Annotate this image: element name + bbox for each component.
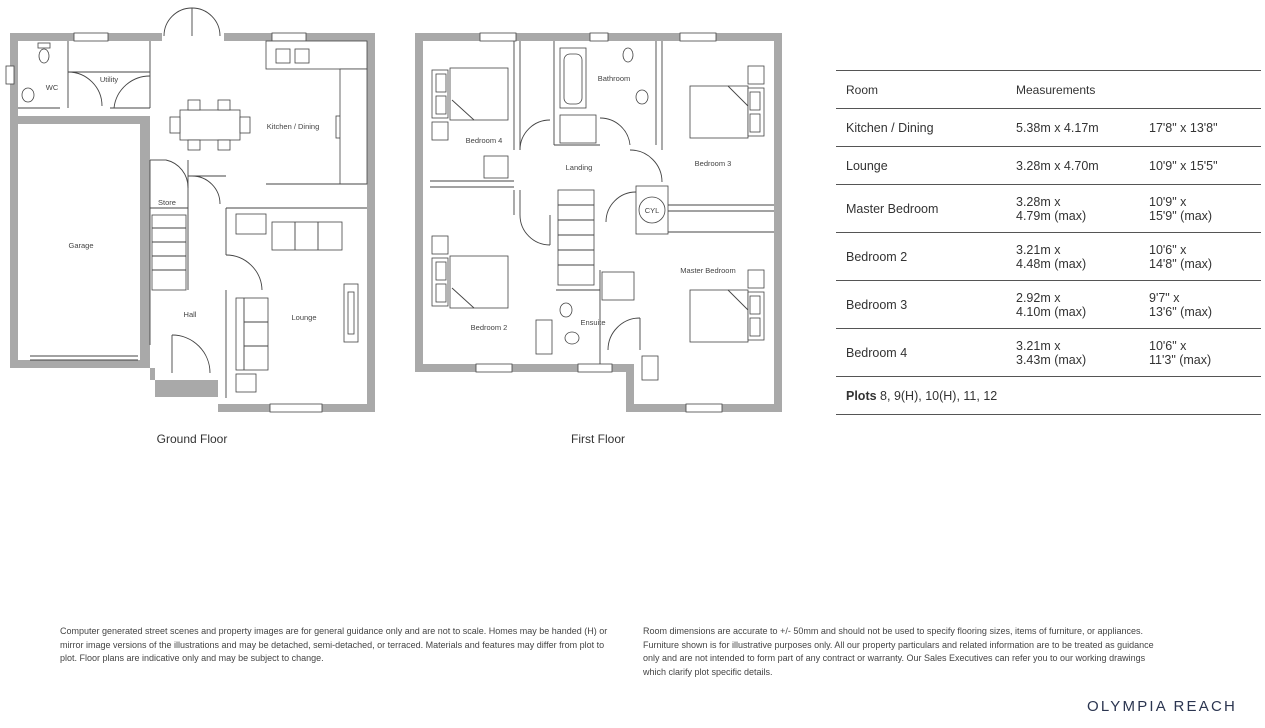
room-label-master-bedroom: Master Bedroom [680, 266, 736, 275]
imperial-line: 14'8" (max) [1149, 256, 1213, 271]
imperial-line: 10'6" x [1149, 242, 1187, 257]
metric-line: 3.21m x [1016, 338, 1061, 353]
metric-line: 4.79m (max) [1016, 208, 1087, 223]
room-label-bedroom-3: Bedroom 3 [694, 159, 732, 168]
table-row [836, 329, 1261, 377]
metric-line: 4.10m (max) [1016, 304, 1087, 319]
table-row [836, 281, 1261, 329]
imperial-line: 10'9" x [1149, 194, 1187, 209]
imperial-line: 10'6" x [1149, 338, 1187, 353]
metric-line: 3.28m x 4.70m [1016, 158, 1099, 173]
row-room: Kitchen / Dining [836, 109, 1006, 147]
imperial-line: 9'7" x [1149, 290, 1180, 305]
row-room: Bedroom 3 [836, 281, 1006, 329]
row-metric [1006, 147, 1139, 185]
floor-plans [0, 0, 800, 460]
room-label-hall: Hall [183, 310, 197, 319]
imperial-line: 11'3" (max) [1149, 352, 1212, 367]
row-imperial [1139, 329, 1261, 377]
first-floor-plan [415, 33, 782, 446]
row-metric [1006, 281, 1139, 329]
room-label-kitchen-dining: Kitchen / Dining [266, 122, 320, 131]
table-header-row [836, 71, 1261, 109]
table-row [836, 233, 1261, 281]
row-room: Bedroom 4 [836, 329, 1006, 377]
row-metric [1006, 109, 1139, 147]
plots-cell [836, 377, 1261, 415]
metric-line: 4.48m (max) [1016, 256, 1087, 271]
row-room: Bedroom 2 [836, 233, 1006, 281]
room-label-bathroom: Bathroom [597, 74, 631, 83]
row-imperial [1139, 147, 1261, 185]
row-metric [1006, 233, 1139, 281]
room-label-garage: Garage [68, 241, 94, 250]
row-room: Lounge [836, 147, 1006, 185]
header-measurements: Measurements [1006, 71, 1261, 109]
room-measurements-table [836, 70, 1261, 415]
garage-wall [18, 116, 150, 124]
imperial-line: 13'6" (max) [1149, 304, 1213, 319]
plots-label: Plots [846, 388, 877, 403]
room-label-ensuite: Ensuite [580, 318, 606, 327]
imperial-line: 15'9" (max) [1149, 208, 1213, 223]
row-imperial [1139, 281, 1261, 329]
room-label-store: Store [158, 198, 176, 207]
disclaimer-left: Computer generated street scenes and property images are for general guidance only and are not to scale. Homes may be handed (H) or mirror image versions of the illustrations and may be detached, semi-detached, or terraced. Materials and features may differ from plot to plot. Floor plans are indicative only and may be subject to change. [60, 626, 608, 663]
row-metric [1006, 329, 1139, 377]
imperial-line: 10'9" x 15'5" [1149, 158, 1218, 173]
ground-floor-plan [6, 8, 375, 446]
room-label-bedroom-4: Bedroom 4 [465, 136, 503, 145]
brand-logo: OLYMPIA REACH [1087, 698, 1238, 715]
metric-line: 3.21m x [1016, 242, 1061, 257]
row-room: Master Bedroom [836, 185, 1006, 233]
room-label-landing: Landing [565, 163, 593, 172]
first-floor-title: First Floor [571, 432, 625, 446]
plots-value: 8, 9(H), 10(H), 11, 12 [880, 388, 998, 403]
header-room: Room [836, 71, 1006, 109]
row-imperial [1139, 185, 1261, 233]
disclaimer-right: Room dimensions are accurate to +/- 50mm and should not be used to specify flooring sizes, items of furniture, or appliances. Furniture shown is for illustrative purposes only. All our property particulars and related information are to be treated as guidance only and are not intended to form part of any contract or warranty. Our Sales Executives can refer you to our working drawings which clarify plot specific details. [643, 626, 1154, 677]
row-imperial [1139, 233, 1261, 281]
metric-line: 2.92m x [1016, 290, 1061, 305]
room-label-bedroom-2: Bedroom 2 [470, 323, 508, 332]
table-row [836, 109, 1261, 147]
row-metric [1006, 185, 1139, 233]
plots-row [836, 377, 1261, 415]
table-row [836, 185, 1261, 233]
metric-line: 3.28m x [1016, 194, 1061, 209]
metric-line: 3.43m (max) [1016, 352, 1087, 367]
room-label-utility: Utility [99, 75, 119, 84]
room-label-lounge: Lounge [291, 313, 317, 322]
ground-floor-title: Ground Floor [156, 432, 228, 446]
garage-side-wall [140, 116, 150, 360]
room-label-wc: WC [45, 83, 59, 92]
table-row [836, 147, 1261, 185]
metric-line: 5.38m x 4.17m [1016, 120, 1099, 135]
room-label-cylinder: CYL [644, 206, 660, 215]
row-imperial [1139, 109, 1261, 147]
imperial-line: 17'8" x 13'8" [1149, 120, 1218, 135]
